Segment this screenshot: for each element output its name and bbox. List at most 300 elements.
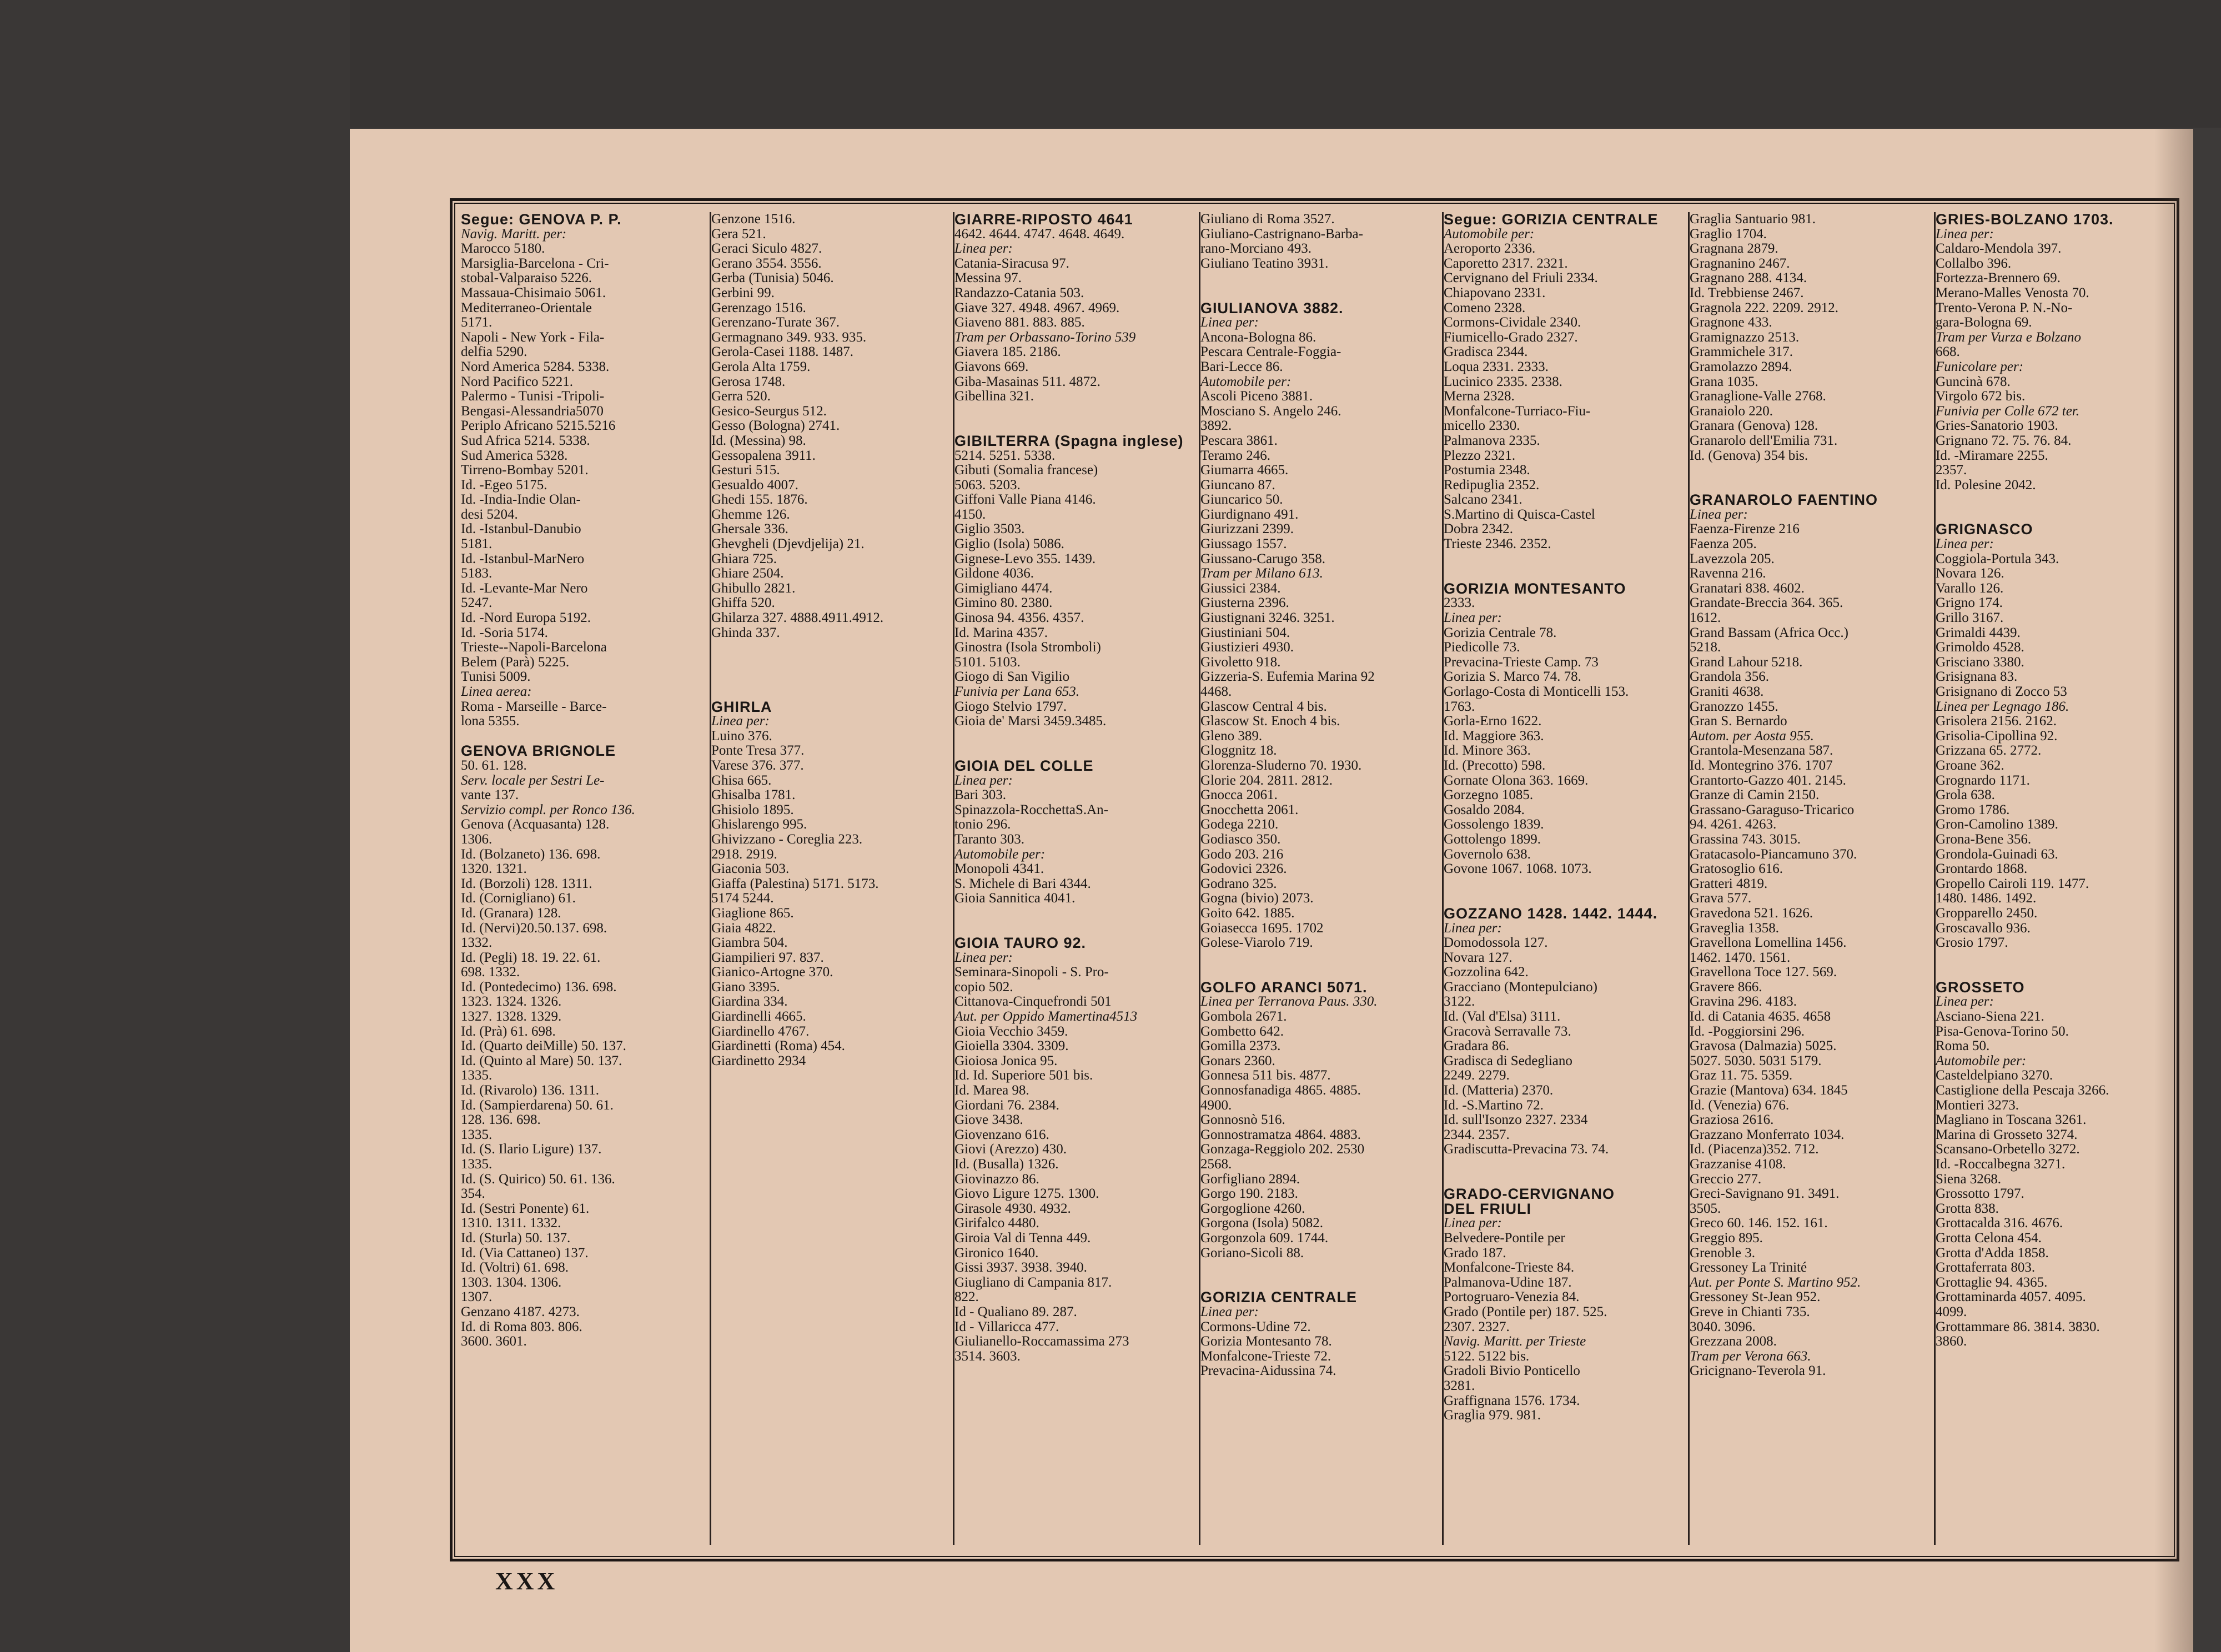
index-line: Greco 60. 146. 152. 161.	[1690, 1216, 1828, 1231]
index-line	[711, 1128, 953, 1143]
index-line: Gioia Vecchio 3459.	[954, 1023, 1068, 1039]
index-line: 1335.	[461, 1127, 493, 1142]
index-line	[1444, 552, 1688, 567]
index-line: Ginosa 94. 4356. 4357.	[954, 610, 1084, 626]
index-line: Pescara 3861.	[1200, 433, 1278, 448]
index-line: Giustiniani 504.	[1200, 625, 1290, 640]
index-line: 5214. 5251. 5338.	[954, 448, 1056, 463]
index-line: Gioia Sannitica 4041.	[954, 891, 1076, 906]
index-line: Grisignano di Zocco 53	[1936, 684, 2067, 699]
index-line: Gropello Cairoli 119. 1477.	[1936, 876, 2089, 891]
index-line: Gonnostramatza 4864. 4883.	[1200, 1127, 1361, 1142]
index-line: Givoletto 918.	[1200, 654, 1281, 670]
index-line: Trieste--Napoli-Barcelona	[461, 640, 607, 655]
index-line: Gerenzano-Turate 367.	[711, 315, 840, 330]
index-line: Ghinda 337.	[711, 625, 780, 640]
index-line: Id. (Bolzaneto) 136. 698.	[461, 846, 601, 862]
index-line: Gravere 866.	[1690, 979, 1762, 995]
index-line: Grazzanise 4108.	[1690, 1157, 1786, 1172]
index-line: 354.	[461, 1186, 485, 1202]
index-line: Linea per:	[954, 950, 1013, 965]
index-line: Grossotto 1797.	[1936, 1186, 2024, 1202]
index-line: Gizzeria-S. Eufemia Marina 92	[1200, 669, 1375, 685]
index-line: GIOIA DEL COLLE	[954, 757, 1094, 774]
index-line: GORIZIA CENTRALE	[1200, 1289, 1357, 1306]
index-line: Aut. per Oppido Mamertina4513	[954, 1009, 1138, 1025]
index-line	[711, 1187, 953, 1202]
index-line: Linea per:	[954, 241, 1013, 257]
index-line: Gioiosa Jonica 95.	[954, 1053, 1058, 1068]
index-line	[711, 670, 953, 685]
index-line: Gramignazzo 2513.	[1690, 329, 1800, 345]
index-line: Collalbo 396.	[1936, 255, 2012, 271]
index-line: Gerola-Casei 1188. 1487.	[711, 344, 853, 360]
index-line: Giovinazzo 86.	[954, 1171, 1039, 1187]
index-line: Geraci Siculo 4827.	[711, 241, 822, 257]
index-line: Bari-Lecce 86.	[1200, 359, 1283, 374]
desk-background-top	[350, 0, 2221, 128]
index-line: Faenza 205.	[1690, 536, 1757, 552]
index-line: Gorfigliano 2894.	[1200, 1171, 1300, 1187]
index-line: 5247.	[461, 595, 493, 611]
index-line: DEL FRIULI	[1444, 1200, 1531, 1217]
index-line: Ginostra (Isola Stromboli)	[954, 640, 1101, 655]
index-line: Varese 376. 377.	[711, 757, 804, 773]
index-line: Id. -Istanbul-Danubio	[461, 521, 581, 537]
index-line: Cittanova-Cinquefrondi 501	[954, 994, 1112, 1010]
index-line: Giustizieri 4930.	[1200, 640, 1294, 655]
index-line: Gron-Camolino 1389.	[1936, 817, 2058, 832]
index-line: Automobile per:	[1200, 374, 1292, 389]
index-line: Montieri 3273.	[1936, 1097, 2019, 1113]
index-line: Nord Pacifico 5221.	[461, 374, 574, 389]
index-line: Gorgona (Isola) 5082.	[1200, 1216, 1324, 1231]
index-line: Gramolazzo 2894.	[1690, 359, 1792, 374]
index-line	[1200, 951, 1442, 966]
index-line: Bengasi-Alessandria5070	[461, 403, 604, 419]
index-line: Gracciano (Montepulciano)	[1444, 979, 1597, 995]
index-line: Giuncarico 50.	[1200, 492, 1283, 508]
index-line: Linea per:	[1444, 1216, 1502, 1231]
index-line: Giuliano-Castrignano-Barba-	[1200, 226, 1363, 242]
index-line: Gerosa 1748.	[711, 374, 786, 389]
index-line: GENOVA BRIGNOLE	[461, 742, 616, 760]
index-line: Grizzana 65. 2772.	[1936, 743, 2042, 759]
index-line: Grona-Bene 356.	[1936, 831, 2032, 847]
index-line: Grantola-Mesenzana 587.	[1690, 743, 1833, 759]
index-column-7	[1934, 212, 2174, 1545]
index-line: Id - Villaricca 477.	[954, 1319, 1059, 1334]
index-line: 1763.	[1444, 699, 1475, 714]
index-line: Gradiscutta-Prevacina 73. 74.	[1444, 1142, 1609, 1157]
index-line: 1323. 1324. 1326.	[461, 994, 562, 1010]
index-line: Automobile per:	[954, 846, 1046, 862]
index-line: rano-Morciano 493.	[1200, 241, 1312, 257]
index-line: Giove 3438.	[954, 1112, 1023, 1128]
index-line: Messina 97.	[954, 270, 1022, 286]
index-line: 5174 5244.	[711, 891, 774, 906]
index-line: 5122. 5122 bis.	[1444, 1348, 1530, 1364]
index-line: Giovenzano 616.	[954, 1127, 1049, 1142]
index-line: Linea aerea:	[461, 684, 532, 699]
index-line: Sud Africa 5214. 5338.	[461, 433, 590, 448]
index-line	[1936, 951, 2174, 966]
index-line: Grosio 1797.	[1936, 935, 2008, 951]
index-line: GHIRLA	[711, 698, 772, 715]
index-line: Goito 642. 1885.	[1200, 905, 1295, 921]
index-line: 94. 4261. 4263.	[1690, 817, 1777, 832]
index-line: Portogruaro-Venezia 84.	[1444, 1289, 1580, 1305]
index-line: Grottacalda 316. 4676.	[1936, 1216, 2063, 1231]
index-column-2	[710, 212, 953, 1545]
index-line: Grand Bassam (Africa Occ.)	[1690, 625, 1848, 640]
index-line: 2357.	[1936, 463, 1967, 478]
index-line	[711, 1068, 953, 1083]
index-line: Tram per Verona 663.	[1690, 1348, 1811, 1364]
index-line: Giussago 1557.	[1200, 536, 1287, 552]
index-line: Id. (S. Quirico) 50. 61. 136.	[461, 1171, 615, 1187]
index-line: Gornate Olona 363. 1669.	[1444, 772, 1589, 788]
index-line: Groane 362.	[1936, 757, 2004, 773]
index-line: Giardinelli 4665.	[711, 1009, 806, 1025]
index-line: Domodossola 127.	[1444, 935, 1548, 951]
index-line: Groscavallo 936.	[1936, 920, 2031, 936]
index-line: Gissi 3937. 3938. 3940.	[954, 1260, 1087, 1276]
index-line	[1444, 1157, 1688, 1172]
index-line: Ponte Tresa 377.	[711, 743, 805, 759]
index-line: Giardinello 4767.	[711, 1023, 810, 1039]
index-line: Grazzano Monferrato 1034.	[1690, 1127, 1845, 1142]
index-line: Gorla-Erno 1622.	[1444, 714, 1542, 729]
index-line: Girifalco 4480.	[954, 1216, 1039, 1231]
index-line: Grotta d'Adda 1858.	[1936, 1245, 2049, 1261]
index-line: Caldaro-Mendola 397.	[1936, 241, 2062, 257]
index-line: 5183.	[461, 566, 493, 581]
index-line: Marina di Grosseto 3274.	[1936, 1127, 2078, 1142]
index-line: Giardinetto 2934	[711, 1053, 806, 1068]
index-line	[1444, 891, 1688, 906]
index-line: Giovo Ligure 1275. 1300.	[954, 1186, 1099, 1202]
index-line: Chiapovano 2331.	[1444, 285, 1546, 300]
index-line	[1936, 493, 2174, 508]
index-line: Gromo 1786.	[1936, 802, 2010, 817]
index-line: Id. di Catania 4635. 4658	[1690, 1009, 1831, 1025]
index-line: Gratacasolo-Piancamuno 370.	[1690, 846, 1857, 862]
index-line: Ghisalba 1781.	[711, 787, 796, 803]
index-line: Id - Qualiano 89. 287.	[954, 1304, 1077, 1319]
index-line: Gozzolina 642.	[1444, 965, 1529, 980]
index-line: 1335.	[461, 1157, 493, 1172]
index-line: Giroia Val di Tenna 449.	[954, 1230, 1091, 1246]
index-line: Giusterna 2396.	[1200, 595, 1289, 611]
index-line: Gombola 2671.	[1200, 1009, 1287, 1025]
index-line: Cormons-Cividale 2340.	[1444, 315, 1581, 330]
index-line: Gonzaga-Reggiolo 202. 2530	[1200, 1142, 1365, 1157]
index-line: Magliano in Toscana 3261.	[1936, 1112, 2087, 1128]
index-line: Giustignani 3246. 3251.	[1200, 610, 1335, 626]
index-line: Greggio 895.	[1690, 1230, 1763, 1246]
index-line: Grondola-Guinadi 63.	[1936, 846, 2058, 862]
index-line: Coggiola-Portula 343.	[1936, 551, 2059, 566]
book-page	[350, 129, 2193, 1652]
index-line: Gran S. Bernardo	[1690, 714, 1787, 729]
index-line: 128. 136. 698.	[461, 1112, 541, 1128]
index-line: 3040. 3096.	[1690, 1319, 1756, 1334]
index-line: GRIGNASCO	[1936, 521, 2033, 538]
index-line: Gimino 80. 2380.	[954, 595, 1053, 611]
index-line: Id. -India-Indie Olan-	[461, 492, 581, 508]
index-line	[711, 1172, 953, 1187]
index-line: Piedicolle 73.	[1444, 640, 1520, 655]
index-line: Gorizia Centrale 78.	[1444, 625, 1557, 640]
index-line: Gogna (bivio) 2073.	[1200, 891, 1314, 906]
index-line	[461, 729, 708, 744]
index-line: Linea per:	[1936, 226, 1994, 242]
index-line: Id. -S.Martino 72.	[1444, 1097, 1544, 1113]
index-line: Funivia per Lana 653.	[954, 684, 1079, 699]
index-line	[711, 1334, 953, 1349]
index-line: Dobra 2342.	[1444, 521, 1513, 537]
index-line: 5171.	[461, 315, 493, 330]
index-line: Gibuti (Somalia francese)	[954, 463, 1098, 478]
index-line: Linea per:	[1200, 1304, 1259, 1319]
index-line: Giumarra 4665.	[1200, 463, 1289, 478]
index-line: Id. (Voltri) 61. 698.	[461, 1260, 569, 1276]
index-line: Id. (Sestri Ponente) 61.	[461, 1201, 590, 1216]
index-line: Grottaglie 94. 4365.	[1936, 1274, 2048, 1290]
index-line: 50. 61. 128.	[461, 757, 527, 773]
index-line: Gottolengo 1899.	[1444, 831, 1541, 847]
index-line: Grimaldi 4439.	[1936, 625, 2021, 640]
index-line: Comeno 2328.	[1444, 300, 1526, 315]
index-line: Tunisi 5009.	[461, 669, 531, 685]
index-line: Autom. per Aosta 955.	[1690, 728, 1814, 744]
index-line: Giavera 185. 2186.	[954, 344, 1061, 360]
index-line: 1335.	[461, 1068, 493, 1083]
index-line: Godrano 325.	[1200, 876, 1277, 891]
index-line	[711, 1098, 953, 1113]
index-line: Sud America 5328.	[461, 448, 568, 463]
index-line: Id. (Matteria) 2370.	[1444, 1083, 1554, 1098]
index-line: Fortezza-Brennero 69.	[1936, 270, 2061, 286]
index-line: Govone 1067. 1068. 1073.	[1444, 861, 1592, 877]
index-line: 3122.	[1444, 994, 1475, 1010]
index-line	[1690, 478, 1934, 493]
index-column-6	[1688, 212, 1934, 1545]
index-line	[711, 1157, 953, 1172]
index-line: 2344. 2357.	[1444, 1127, 1510, 1142]
index-line: Id. Marina 4357.	[954, 625, 1048, 640]
index-line: Id. sull'Isonzo 2327. 2334	[1444, 1112, 1588, 1128]
index-line: Gloggnitz 18.	[1200, 743, 1277, 759]
index-line: Gleno 389.	[1200, 728, 1263, 744]
index-line: Granara (Genova) 128.	[1690, 418, 1818, 434]
index-line: Grassina 743. 3015.	[1690, 831, 1801, 847]
index-line: Giuncano 87.	[1200, 477, 1275, 493]
index-line: Gerenzago 1516.	[711, 300, 806, 315]
index-line: Servizio compl. per Ronco 136.	[461, 802, 635, 817]
index-line: Grisolia-Cipollina 92.	[1936, 728, 2058, 744]
index-line: Giaglione 865.	[711, 905, 794, 921]
index-line: Scansano-Orbetello 3272.	[1936, 1142, 2080, 1157]
index-line: Varallo 126.	[1936, 580, 2004, 596]
index-line	[1200, 965, 1442, 980]
index-line	[711, 1113, 953, 1128]
index-line: Id. (Rivarolo) 136. 1311.	[461, 1083, 600, 1098]
index-line: Giglio (Isola) 5086.	[954, 536, 1064, 552]
index-line: Ghibullo 2821.	[711, 580, 796, 596]
index-line: Giurdignano 491.	[1200, 506, 1299, 522]
index-line: Godovici 2326.	[1200, 861, 1287, 877]
index-line: Grana 1035.	[1690, 374, 1758, 389]
index-line: Giaia 4822.	[711, 920, 776, 936]
index-line: Giogo Stelvio 1797.	[954, 699, 1067, 714]
index-line	[711, 1083, 953, 1098]
index-line: Gonars 2360.	[1200, 1053, 1275, 1068]
index-line: Id. (Quinto al Mare) 50. 137.	[461, 1053, 622, 1068]
index-line: Grigno 174.	[1936, 595, 2003, 611]
index-line	[711, 1364, 953, 1379]
index-line: Linea per:	[711, 714, 770, 729]
index-line: Governolo 638.	[1444, 846, 1531, 862]
index-line: micello 2330.	[1444, 418, 1520, 434]
index-line	[954, 419, 1199, 434]
index-line: 1303. 1304. 1306.	[461, 1274, 562, 1290]
index-line: Id. (Nervi)20.50.137. 698.	[461, 920, 607, 936]
index-line	[1200, 1276, 1442, 1291]
index-line: Gerbini 99.	[711, 285, 775, 300]
index-line: Segue: GORIZIA CENTRALE	[1444, 212, 1659, 228]
index-line: Giogo di San Vigilio	[954, 669, 1070, 685]
index-line: Girasole 4930. 4932.	[954, 1201, 1071, 1216]
index-line: Belem (Parà) 5225.	[461, 654, 570, 670]
index-line: 5218.	[1690, 640, 1721, 655]
index-line	[711, 1261, 953, 1276]
index-line: Ghisa 665.	[711, 772, 772, 788]
index-line: Giba-Masainas 511. 4872.	[954, 374, 1101, 389]
index-line	[711, 1202, 953, 1217]
index-line: Giussici 2384.	[1200, 580, 1281, 596]
index-line: GRADO-CERVIGNANO	[1444, 1186, 1615, 1203]
index-line: Gressoney La Trinité	[1690, 1260, 1807, 1276]
index-line: Gosaldo 2084.	[1444, 802, 1525, 817]
index-line: Giaveno 881. 883. 885.	[954, 315, 1085, 330]
index-line: Granaglione-Valle 2768.	[1690, 389, 1826, 404]
index-line: Gradoli Bivio Ponticello	[1444, 1363, 1580, 1379]
index-line: 2333.	[1444, 595, 1475, 611]
index-line: Gesso (Bologna) 2741.	[711, 418, 840, 434]
index-line: Gignese-Levo 355. 1439.	[954, 551, 1096, 566]
index-line: Grisolera 2156. 2162.	[1936, 714, 2057, 729]
index-line	[711, 1142, 953, 1157]
index-line: Faenza-Firenze 216	[1690, 521, 1800, 537]
index-line: Id. (Via Cattaneo) 137.	[461, 1245, 589, 1261]
index-line	[954, 404, 1199, 419]
index-line: Linea per Terranova Paus. 330.	[1200, 994, 1378, 1010]
index-line: Redipuglia 2352.	[1444, 477, 1540, 493]
index-line: 698. 1332.	[461, 965, 520, 980]
index-line: Siena 3268.	[1936, 1171, 2002, 1187]
index-line: Gomilla 2373.	[1200, 1038, 1281, 1054]
index-line	[711, 1290, 953, 1305]
index-column-1	[461, 212, 708, 1545]
index-line: Massaua-Chisimaio 5061.	[461, 285, 606, 300]
index-line: Id. (Sampierdarena) 50. 61.	[461, 1097, 614, 1113]
index-line: Grassano-Garaguso-Tricarico	[1690, 802, 1855, 817]
index-line: lona 5355.	[461, 714, 520, 729]
index-line: Ghersale 336.	[711, 521, 788, 537]
index-line: Graglia 979. 981.	[1444, 1408, 1541, 1423]
index-line: GIOIA TAURO 92.	[954, 935, 1087, 952]
index-line: Gorizia S. Marco 74. 78.	[1444, 669, 1581, 685]
index-line: Giaconia 503.	[711, 861, 790, 877]
index-line: 3514. 3603.	[954, 1348, 1021, 1364]
index-line: tonio 296.	[954, 817, 1011, 832]
index-line	[1444, 1172, 1688, 1187]
index-line: 3860.	[1936, 1334, 1967, 1349]
index-line: Giovi (Arezzo) 430.	[954, 1142, 1067, 1157]
index-line: Randazzo-Catania 503.	[954, 285, 1084, 300]
index-line: Giurizzani 2399.	[1200, 521, 1294, 537]
index-line: GIBILTERRA (Spagna inglese)	[954, 432, 1184, 449]
index-line: GRANAROLO FAENTINO	[1690, 491, 1878, 509]
index-line: Graffignana 1576. 1734.	[1444, 1393, 1580, 1408]
index-line: Golese-Viarolo 719.	[1200, 935, 1313, 951]
index-line: Giugliano di Campania 817.	[954, 1274, 1112, 1290]
index-line: Id. (Quarto deiMille) 50. 137.	[461, 1038, 626, 1054]
index-line: Gonnosnò 516.	[1200, 1112, 1285, 1128]
index-line: Ghemme 126.	[711, 506, 790, 522]
index-line	[1200, 286, 1442, 301]
index-line: Gera 521.	[711, 226, 766, 242]
index-line: Pisa-Genova-Torino 50.	[1936, 1023, 2069, 1039]
index-line: Gildone 4036.	[954, 566, 1034, 581]
index-line: Gonnesa 511 bis. 4877.	[1200, 1068, 1331, 1083]
index-line: Bari 303.	[954, 787, 1007, 803]
index-line: desi 5204.	[461, 506, 518, 522]
index-line: 822.	[954, 1289, 979, 1305]
index-line: Gracovà Serravalle 73.	[1444, 1023, 1571, 1039]
index-line: vante 137.	[461, 787, 519, 803]
index-line: Granze di Camin 2150.	[1690, 787, 1820, 803]
index-line: GOLFO ARANCI 5071.	[1200, 978, 1368, 996]
index-line: Ghislarengo 995.	[711, 817, 807, 832]
index-line	[1444, 877, 1688, 892]
index-line: Mediterraneo-Orientale	[461, 300, 592, 315]
index-line: Gioia de' Marsi 3459.3485.	[954, 714, 1107, 729]
index-line: Linea per:	[1444, 610, 1502, 626]
index-line: Id. -Egeo 5175.	[461, 477, 547, 493]
index-line: Caporetto 2317. 2321.	[1444, 255, 1568, 271]
index-line: Granaiolo 220.	[1690, 403, 1773, 419]
index-line: Gragnone 433.	[1690, 315, 1772, 330]
index-line: GIARRE-RIPOSTO 4641	[954, 212, 1133, 228]
index-line: Giave 327. 4948. 4967. 4969.	[954, 300, 1120, 315]
index-line: Grola 638.	[1936, 787, 1995, 803]
index-line: Tram per Milano 613.	[1200, 566, 1323, 581]
index-line: Gossolengo 1839.	[1444, 817, 1544, 832]
index-line: Ravenna 216.	[1690, 566, 1766, 581]
index-line: Grammichele 317.	[1690, 344, 1793, 360]
index-line: Fiumicello-Grado 2327.	[1444, 329, 1578, 345]
index-line	[1690, 463, 1934, 478]
index-line: Linea per:	[954, 772, 1013, 788]
index-line: Id. di Roma 803. 806.	[461, 1319, 582, 1334]
index-line: 1320. 1321.	[461, 861, 527, 877]
index-line: Plezzo 2321.	[1444, 448, 1516, 463]
index-line: 5101. 5103.	[954, 654, 1021, 670]
index-line: Mosciano S. Angelo 246.	[1200, 403, 1341, 419]
